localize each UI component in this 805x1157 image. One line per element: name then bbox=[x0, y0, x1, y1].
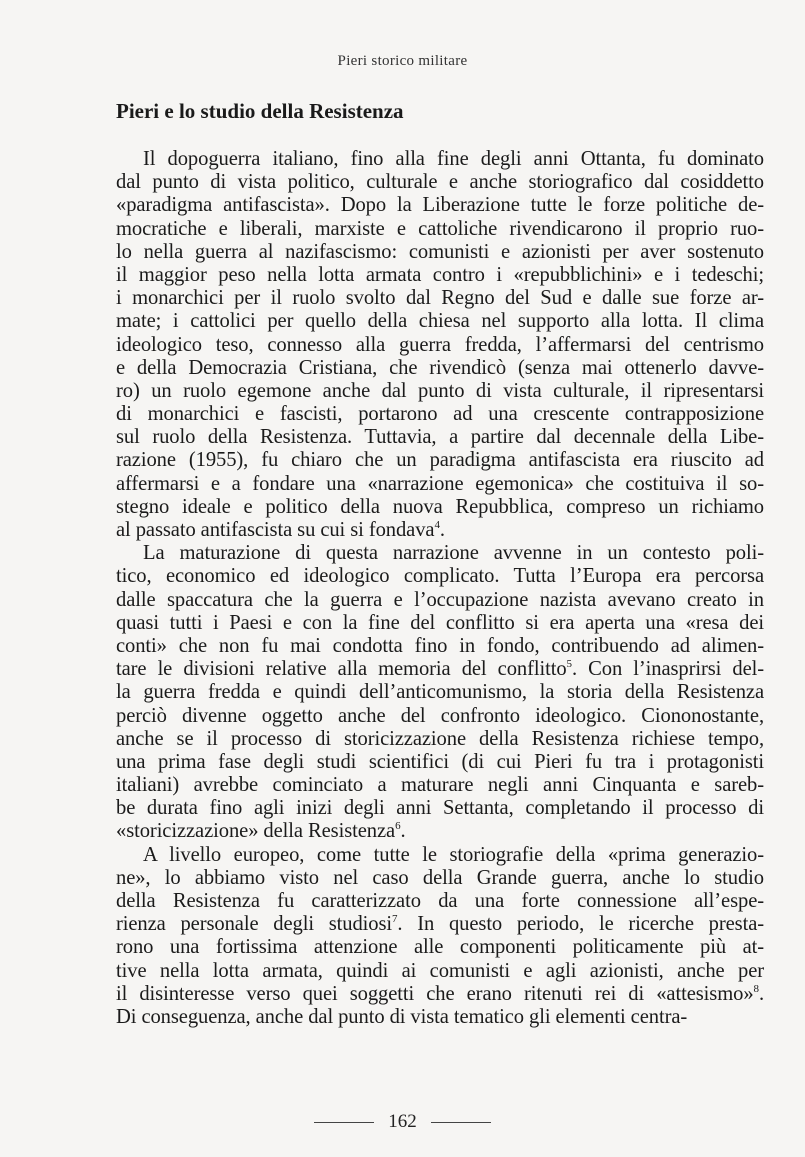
text-line bbox=[116, 449, 764, 472]
line-text: ne», lo abbiamo visto nel caso della Grande guerra, anche lo studio bbox=[116, 866, 764, 889]
text-line bbox=[116, 797, 764, 820]
footnote-ref[interactable]: 8 bbox=[753, 982, 759, 995]
text-line bbox=[116, 264, 764, 287]
line-text: Di conseguenza, anche dal punto di vista tematico gli elementi centra- bbox=[116, 1005, 688, 1028]
text-line bbox=[116, 218, 764, 241]
text-line bbox=[116, 751, 764, 774]
line-text: rono una fortissima attenzione alle componenti politicamente più at- bbox=[116, 936, 764, 959]
text-line bbox=[116, 658, 764, 681]
line-text: ideologico teso, connesso alla guerra fredda, l’affermarsi del centrismo bbox=[116, 333, 764, 356]
line-text: lo nella guerra al nazifascismo: comunisti e azionisti per aver sostenuto bbox=[116, 240, 764, 263]
text-line bbox=[116, 612, 764, 635]
line-text: perciò divenne oggetto anche del confronto ideologico. Ciononostante, bbox=[116, 704, 764, 727]
line-text: della Resistenza fu caratterizzato da una forte connessione all’espe- bbox=[116, 890, 764, 912]
line-text: mocratiche e liberali, marxiste e cattoliche rivendicarono il proprio ruo- bbox=[116, 217, 764, 240]
text-line bbox=[116, 565, 764, 588]
line-text: anche se il processo di storicizzazione della Resistenza richiese tempo, bbox=[116, 727, 764, 750]
section-title: Pieri e lo studio della Resistenza bbox=[116, 99, 404, 123]
line-text: be durata fino agli inizi degli anni Settanta, completando il processo di bbox=[116, 797, 764, 820]
line-text: tive nella lotta armata, quindi ai comunisti e agli azionisti, anche per bbox=[116, 959, 764, 982]
text-line bbox=[116, 403, 764, 426]
text-line bbox=[116, 357, 764, 380]
footnote-ref[interactable]: 5 bbox=[566, 658, 572, 671]
line-text: italiani) avrebbe cominciato a maturare negli anni Cinquanta e sareb- bbox=[116, 774, 764, 797]
text-line bbox=[116, 728, 764, 751]
text-line bbox=[116, 705, 764, 728]
line-text: mate; i cattolici per quello della chiesa nel supporto alla lotta. Il clima bbox=[116, 310, 764, 333]
text-line bbox=[116, 148, 764, 171]
line-text-after-note: . In questo periodo, le ricerche presta- bbox=[397, 913, 764, 936]
line-text: tare le divisioni relative alla memoria del conflitto bbox=[116, 658, 567, 681]
line-text: A livello europeo, come tutte le storiografie della «prima generazio- bbox=[143, 843, 764, 866]
line-text: di monarchici e fascisti, portarono ad una crescente contrapposizione bbox=[116, 403, 764, 426]
text-line bbox=[116, 844, 764, 867]
text-line bbox=[116, 1006, 764, 1029]
text-line bbox=[116, 635, 764, 658]
line-text: affermarsi e a fondare una «narrazione egemonica» che costituiva il so- bbox=[116, 472, 764, 495]
text-line bbox=[116, 936, 764, 959]
page-folio bbox=[0, 1110, 805, 1134]
body-text bbox=[116, 148, 764, 1029]
line-text: il maggior peso nella lotta armata contro i «repubblichini» e i tedeschi; bbox=[116, 263, 764, 286]
text-line bbox=[116, 820, 764, 843]
text-line bbox=[116, 426, 764, 449]
footnote-ref[interactable]: 7 bbox=[392, 913, 398, 926]
line-text-after-note: . Con l’inasprirsi del- bbox=[571, 658, 764, 681]
text-line bbox=[116, 542, 764, 565]
folio-rule-right bbox=[431, 1122, 491, 1123]
text-line bbox=[116, 519, 764, 542]
line-text: stegno ideale e politico della nuova Repubblica, compreso un richiamo bbox=[116, 495, 764, 518]
text-line bbox=[116, 310, 764, 333]
text-line bbox=[116, 913, 764, 936]
line-text: al passato antifascista su cui si fondava bbox=[116, 519, 435, 541]
text-line bbox=[116, 890, 764, 913]
text-line bbox=[116, 380, 764, 403]
line-text: quasi tutti i Paesi e con la fine del conflitto si era aperta una «resa dei bbox=[116, 611, 764, 634]
text-line bbox=[116, 287, 764, 310]
line-text-after-note: . bbox=[439, 519, 445, 541]
line-text: tico, economico ed ideologico complicato. Tutta l’Europa era percorsa bbox=[116, 565, 764, 588]
line-text: dal punto di vista politico, culturale e anche storiografico dal cosiddetto bbox=[116, 171, 764, 194]
line-text: razione (1955), fu chiaro che un paradigma antifascista era riuscito ad bbox=[116, 449, 764, 472]
text-line bbox=[116, 496, 764, 519]
line-text: sul ruolo della Resistenza. Tuttavia, a partire dal decennale della Libe- bbox=[116, 426, 764, 449]
text-line bbox=[116, 867, 764, 890]
text-line bbox=[116, 589, 764, 612]
line-text: «paradigma antifascista». Dopo la Liberazione tutte le forze politiche de- bbox=[116, 194, 764, 217]
line-text: «storicizzazione» della Resistenza bbox=[116, 820, 396, 843]
line-text: conti» che non fu mai condotta fino in fondo, contribuendo ad alimen- bbox=[116, 634, 764, 657]
paragraph-3 bbox=[116, 844, 764, 1030]
line-text-after-note: . bbox=[400, 820, 406, 843]
footnote-ref[interactable]: 6 bbox=[395, 820, 401, 833]
text-line bbox=[116, 241, 764, 264]
line-text: ro) un ruolo egemone anche dal punto di vista culturale, il ripresentarsi bbox=[116, 379, 764, 402]
page-number: 162 bbox=[388, 1111, 417, 1132]
text-line bbox=[116, 473, 764, 496]
line-text: e della Democrazia Cristiana, che rivendicò (senza mai ottenerlo davve- bbox=[116, 356, 764, 379]
line-text-after-note: . bbox=[758, 982, 764, 1005]
text-line bbox=[116, 774, 764, 797]
text-line bbox=[116, 983, 764, 1006]
line-text: La maturazione di questa narrazione avvenne in un contesto poli- bbox=[143, 542, 764, 565]
text-line bbox=[116, 334, 764, 357]
folio-rule-left bbox=[314, 1122, 374, 1123]
line-text: la guerra fredda e quindi dell’anticomunismo, la storia della Resistenza bbox=[116, 681, 764, 704]
paragraph-2 bbox=[116, 542, 764, 843]
line-text: il disinteresse verso quei soggetti che erano ritenuti rei di «attesismo» bbox=[116, 982, 754, 1005]
paragraph-1 bbox=[116, 148, 764, 542]
line-text: una prima fase degli studi scientifici (di cui Pieri fu tra i protagonisti bbox=[116, 750, 764, 773]
text-line bbox=[116, 960, 764, 983]
footnote-ref[interactable]: 4 bbox=[434, 519, 440, 531]
line-text: Il dopoguerra italiano, fino alla fine degli anni Ottanta, fu dominato bbox=[143, 148, 764, 170]
running-head: Pieri storico militare bbox=[337, 53, 468, 69]
text-line bbox=[116, 681, 764, 704]
text-line bbox=[116, 171, 764, 194]
line-text: i monarchici per il ruolo svolto dal Regno del Sud e dalle sue forze ar- bbox=[116, 287, 764, 310]
line-text: dalle spaccatura che la guerra e l’occupazione nazista avevano creato in bbox=[116, 588, 764, 611]
line-text: rienza personale degli studiosi bbox=[116, 913, 392, 936]
text-line bbox=[116, 194, 764, 217]
